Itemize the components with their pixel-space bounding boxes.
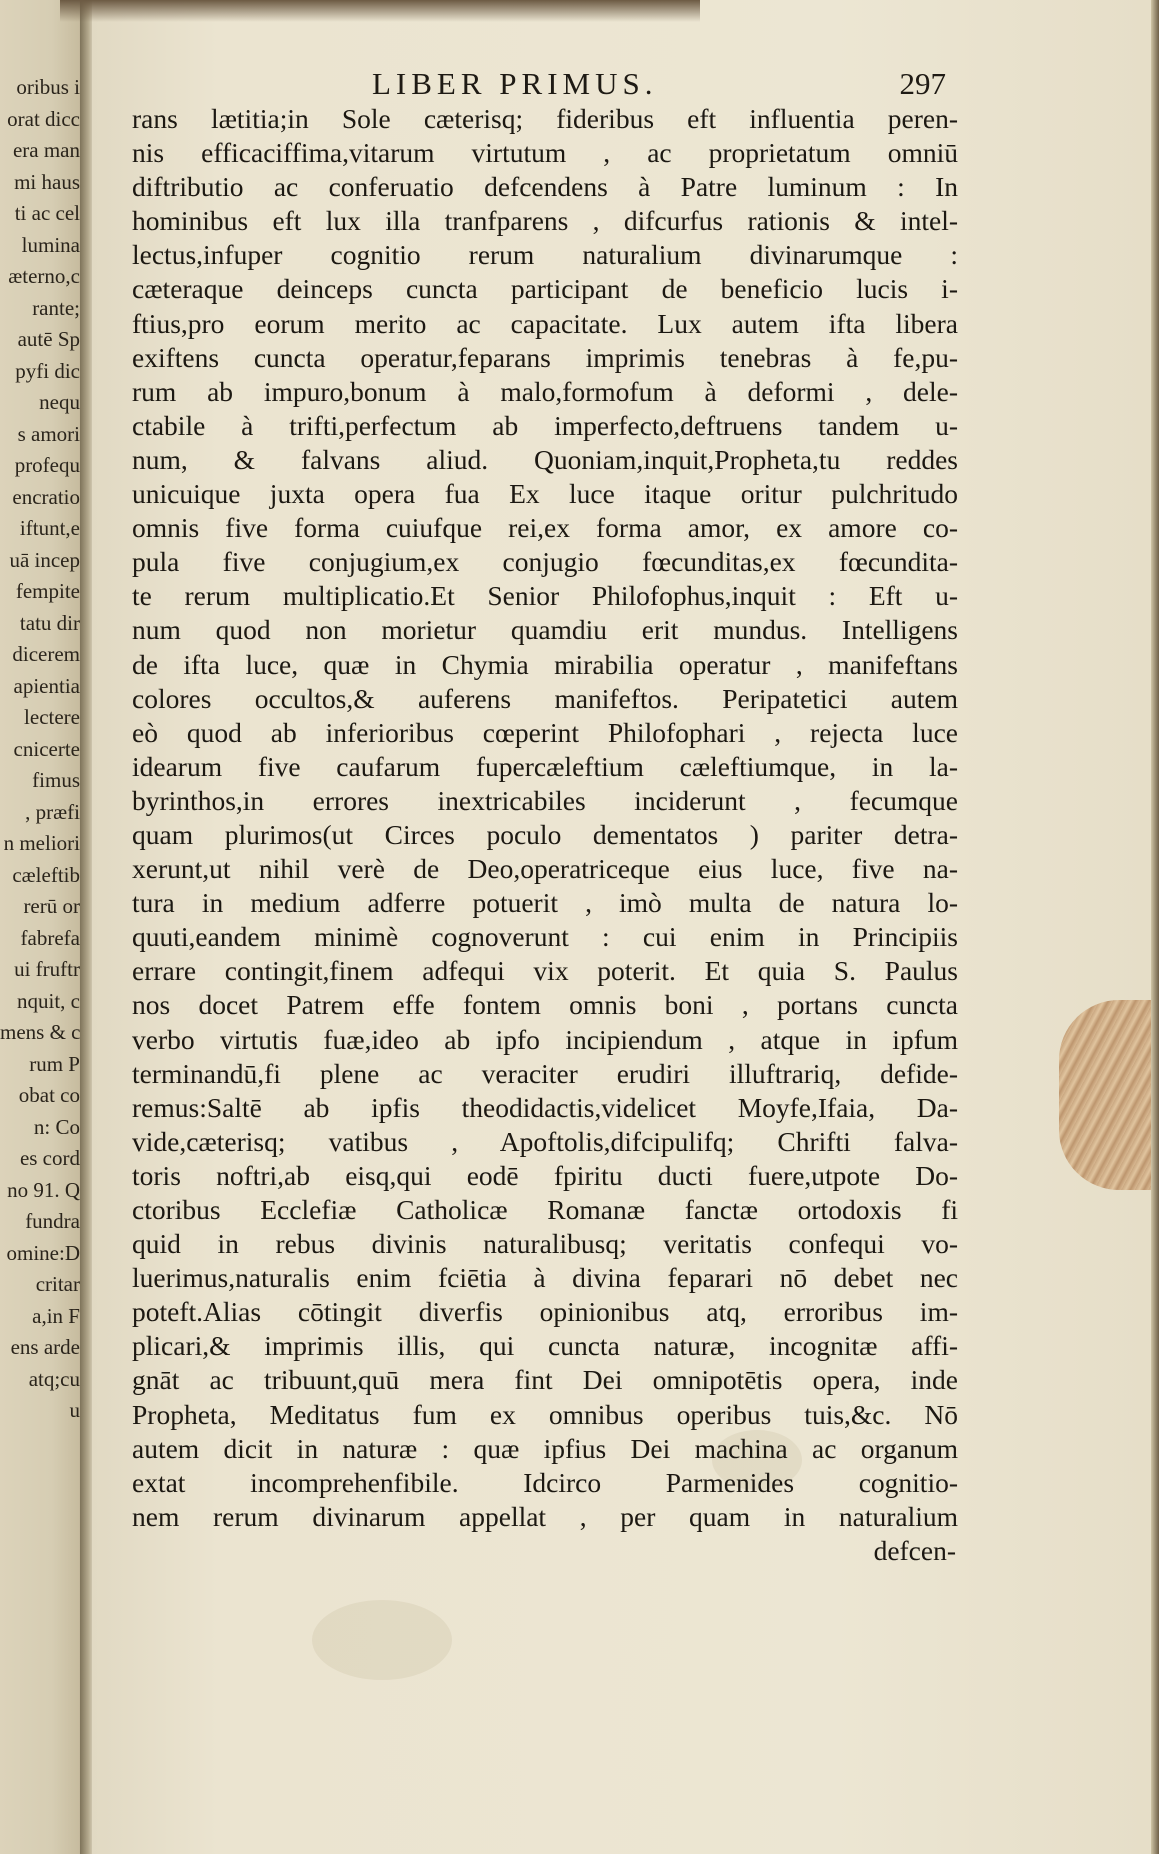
left-page-fragment: n: Co (33, 1114, 80, 1139)
left-page-fragment: tatu dir (19, 610, 80, 635)
text-line: autem dicit in naturæ : quæ ipfius Dei machina ac organum (132, 1432, 958, 1464)
left-page-fragment: u (69, 1398, 80, 1422)
text-line: num quod non morietur quamdiu erit mundus. Intelligens (132, 614, 958, 646)
left-page-fragment: æterno,c (8, 264, 80, 288)
text-line: num, & falvans aliud. Quoniam,inquit,Propheta,tu reddes (132, 443, 958, 475)
text-line: gnāt ac tribuunt,quū mera fint Dei omnipotētis opera, inde (132, 1364, 958, 1396)
left-page-fragment: ti ac cel (14, 201, 80, 225)
left-page-fragment: orat dicc (7, 106, 80, 131)
text-line: quid in rebus divinis naturalibusq; veritatis confequi vo- (132, 1228, 958, 1260)
text-line: unicuique juxta opera fua Ex luce itaque oritur pulchritudo (132, 478, 958, 510)
left-page-fragment: a,in F (32, 1303, 80, 1328)
page-edge (1151, 0, 1159, 1854)
left-page-fragment: cæleftib (12, 862, 80, 887)
left-page-fragment: pyfi dic (15, 358, 80, 383)
text-line: exiftens cuncta operatur,feparans imprimis tenebras à fe,pu- (132, 341, 958, 373)
left-page-fragment: lumina (21, 232, 80, 257)
text-line: errare contingit,finem adfequi vix poterit. Et quia S. Paulus (132, 955, 958, 987)
left-page-fragment: mens & c (0, 1020, 81, 1044)
left-page-fragment: era man (12, 138, 80, 162)
left-page-fragment: cnicerte (13, 736, 80, 761)
text-line: lectus,infuper cognitio rerum naturalium divinarumque : (132, 239, 958, 271)
left-page (0, 0, 86, 1854)
left-page-fragment: fabrefa (20, 925, 80, 950)
left-page-fragment: rante; (32, 295, 80, 320)
left-page-fragment: autē Sp (17, 327, 80, 351)
body-text (132, 102, 958, 1568)
text-line: omnis five forma cuiufque rei,ex forma amor, ex amore co- (132, 512, 958, 544)
text-line: nis efficaciffima,vitarum virtutum , ac proprietatum omniū (132, 137, 958, 169)
text-line: xerunt,ut nihil verè de Deo,operatriceque eius luce, five na- (132, 853, 958, 885)
left-page-fragment: rum P (29, 1051, 80, 1076)
running-title: LIBER PRIMUS. (372, 66, 658, 101)
left-page-fragment: obat co (18, 1083, 80, 1107)
left-page-fragment: nequ (39, 390, 80, 414)
text-line: pula five conjugium,ex conjugio fœcunditas,ex fœcundita- (132, 546, 958, 578)
left-page-fragment: no 91. Q (7, 1177, 80, 1202)
text-line: remus:Saltē ab ipfis theodidactis,videlicet Moyfe,Ifaia, Da- (132, 1091, 958, 1123)
text-line: extat incomprehenfibile. Idcirco Parmenides cognitio- (132, 1466, 958, 1498)
left-page-fragment: fimus (32, 768, 80, 792)
left-page-fragment: es cord (19, 1146, 80, 1170)
page-header (360, 62, 960, 106)
text-line: colores occultos,& auferens manifeftos. Peripatetici autem (132, 682, 958, 714)
left-page-fragment: fundra (25, 1209, 80, 1233)
left-page-fragment: atq;cu (28, 1366, 80, 1391)
text-line: terminandū,fi plene ac veraciter erudiri illuftrariq, defide- (132, 1057, 958, 1089)
left-page-fragment: rerū or (23, 894, 80, 918)
left-page-fragment: nquit, c (17, 988, 80, 1013)
left-page-fragment: n meliori (3, 831, 80, 855)
text-line: rans lætitia;in Sole cæterisq; fideribus eft influentia peren- (132, 103, 958, 134)
left-page-fragment: fempite (15, 579, 80, 603)
text-line: idearum five caufarum fupercæleftium cæleftiumque, in la- (132, 750, 958, 782)
left-page-fragment: encratio (12, 484, 80, 509)
text-line: luerimus,naturalis enim fciētia à divina feparari nō debet nec (132, 1262, 958, 1294)
text-line: defcen- (873, 1534, 956, 1566)
text-line: rum ab impuro,bonum à malo,formofum à deformi , dele- (132, 375, 958, 407)
text-line: ctabile à trifti,perfectum ab imperfecto,deftruens tandem u- (132, 409, 958, 441)
text-line: hominibus eft lux illa tranfparens , difcurfus rationis & intel- (132, 205, 958, 237)
left-page-fragment: profequ (14, 453, 80, 477)
page-top-shadow (60, 0, 700, 22)
left-page-fragment: ui fruftr (14, 957, 80, 981)
left-page-fragment: , præfi (25, 799, 80, 824)
text-line: verbo virtutis fuæ,ideo ab ipfo incipiendum , atque in ipfum (132, 1023, 958, 1055)
text-line: tura in medium adferre potuerit , imò multa de natura lo- (132, 887, 958, 919)
left-page-fragment: uā incep (9, 547, 80, 572)
text-line: plicari,& imprimis illis, qui cuncta naturæ, incognitæ affi- (132, 1330, 958, 1362)
text-line: de ifta luce, quæ in Chymia mirabilia operatur , manifeftans (132, 648, 958, 680)
text-line: nem rerum divinarum appellat , per quam in naturalium (132, 1500, 958, 1532)
text-line: vide,cæterisq; vatibus , Apoftolis,difcipulifq; Chrifti falva- (132, 1125, 958, 1157)
left-page-fragment: s amori (17, 421, 80, 446)
text-line: nos docet Patrem effe fontem omnis boni , portans cuncta (132, 989, 958, 1021)
left-page-fragment: mi haus (14, 169, 80, 194)
text-line: ctoribus Ecclefiæ Catholicæ Romanæ fanctæ ortodoxis fi (132, 1194, 958, 1225)
text-line: poteft.Alias cōtingit diverfis opinionibus atq, erroribus im- (132, 1296, 958, 1328)
left-page-fragment: omine:D (6, 1240, 80, 1265)
text-line: toris noftri,ab eisq,qui eodē fpiritu ducti fuere,utpote Do- (132, 1159, 958, 1191)
text-line: eò quod ab inferioribus cœperint Philofophari , rejecta luce (132, 716, 958, 748)
left-page-fragment: lectere (24, 705, 80, 729)
left-page-fragment: critar (35, 1272, 80, 1296)
left-page-fragment: ens arde (10, 1335, 80, 1359)
bookmark-ribbon (1059, 1000, 1159, 1190)
left-page-fragment: oribus i (16, 75, 80, 99)
text-line: byrinthos,in errores inextricabiles inciderunt , fecumque (132, 784, 958, 816)
text-line: te rerum multiplicatio.Et Senior Philofophus,inquit : Eft u- (132, 580, 958, 612)
text-line: Propheta, Meditatus fum ex omnibus operibus tuis,&c. Nō (132, 1398, 958, 1430)
text-line: diftributio ac conferuatio defcendens à Patre luminum : In (132, 171, 958, 203)
page-number: 297 (899, 66, 946, 101)
left-page-text-fragments (0, 72, 86, 1427)
left-page-fragment: dicerem (12, 642, 80, 666)
paper-stain (312, 1600, 452, 1680)
text-line: quuti,eandem minimè cognoverunt : cui enim in Principiis (132, 921, 958, 953)
text-line: cæteraque deinceps cuncta participant de beneficio lucis i- (132, 273, 958, 305)
text-line: quam plurimos(ut Circes poculo dementatos ) pariter detra- (132, 818, 958, 850)
left-page-fragment: apientia (13, 673, 80, 698)
text-line: ftius,pro eorum merito ac capacitate. Lux autem ifta libera (132, 307, 958, 339)
left-page-fragment: iftunt,e (19, 516, 80, 540)
